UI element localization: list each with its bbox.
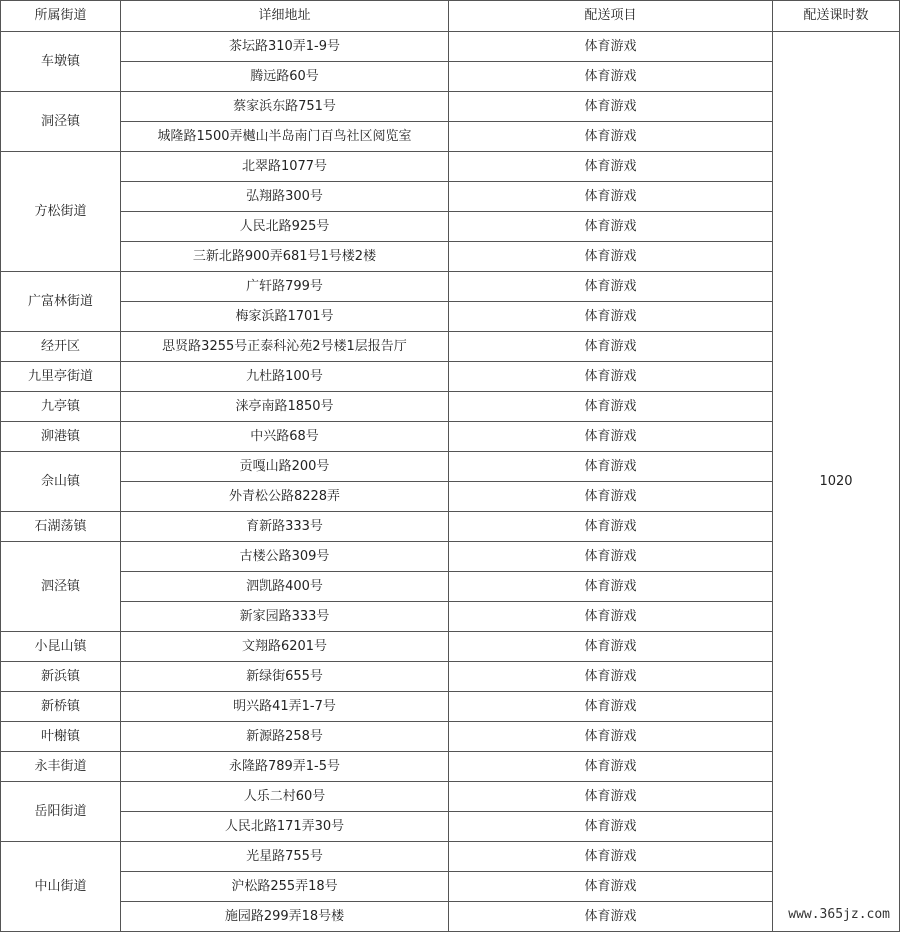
address-cell: 永隆路789弄1-5号 xyxy=(121,752,449,782)
address-cell: 新绿街655号 xyxy=(121,662,449,692)
table-row xyxy=(1,392,900,422)
table-row xyxy=(1,662,900,692)
address-cell: 人乐二村60号 xyxy=(121,782,449,812)
table-row xyxy=(1,32,900,62)
project-cell: 体育游戏 xyxy=(449,692,773,722)
table-row xyxy=(1,212,900,242)
address-cell: 新家园路333号 xyxy=(121,602,449,632)
district-cell: 车墩镇 xyxy=(1,32,121,92)
project-cell: 体育游戏 xyxy=(449,842,773,872)
district-cell: 叶榭镇 xyxy=(1,722,121,752)
header-address: 详细地址 xyxy=(121,1,449,32)
address-cell: 梅家浜路1701号 xyxy=(121,302,449,332)
table-row xyxy=(1,272,900,302)
address-cell: 外青松公路8228弄 xyxy=(121,482,449,512)
address-cell: 贡嘎山路200号 xyxy=(121,452,449,482)
table-row xyxy=(1,872,900,902)
district-cell: 新桥镇 xyxy=(1,692,121,722)
district-cell: 广富林街道 xyxy=(1,272,121,332)
address-cell: 新源路258号 xyxy=(121,722,449,752)
project-cell: 体育游戏 xyxy=(449,662,773,692)
project-cell: 体育游戏 xyxy=(449,242,773,272)
table-row xyxy=(1,452,900,482)
table-row xyxy=(1,692,900,722)
project-cell: 体育游戏 xyxy=(449,272,773,302)
table-row xyxy=(1,362,900,392)
project-cell: 体育游戏 xyxy=(449,122,773,152)
table-row xyxy=(1,242,900,272)
address-cell: 茶坛路310弄1-9号 xyxy=(121,32,449,62)
total-hours-cell: 1020 xyxy=(773,32,900,932)
project-cell: 体育游戏 xyxy=(449,632,773,662)
header-district: 所属街道 xyxy=(1,1,121,32)
address-cell: 北翠路1077号 xyxy=(121,152,449,182)
project-cell: 体育游戏 xyxy=(449,32,773,62)
project-cell: 体育游戏 xyxy=(449,62,773,92)
project-cell: 体育游戏 xyxy=(449,362,773,392)
table-row xyxy=(1,482,900,512)
address-cell: 人民北路925号 xyxy=(121,212,449,242)
district-cell: 岳阳街道 xyxy=(1,782,121,842)
header-hours: 配送课时数 xyxy=(773,1,900,32)
table-row xyxy=(1,902,900,932)
table-row xyxy=(1,512,900,542)
district-cell: 佘山镇 xyxy=(1,452,121,512)
table-row xyxy=(1,92,900,122)
project-cell: 体育游戏 xyxy=(449,602,773,632)
address-cell: 人民北路171弄30号 xyxy=(121,812,449,842)
district-cell: 中山街道 xyxy=(1,842,121,932)
project-cell: 体育游戏 xyxy=(449,902,773,932)
district-cell: 石湖荡镇 xyxy=(1,512,121,542)
table-row xyxy=(1,302,900,332)
address-cell: 古楼公路309号 xyxy=(121,542,449,572)
project-cell: 体育游戏 xyxy=(449,452,773,482)
address-cell: 明兴路41弄1-7号 xyxy=(121,692,449,722)
address-cell: 育新路333号 xyxy=(121,512,449,542)
project-cell: 体育游戏 xyxy=(449,182,773,212)
table-row xyxy=(1,572,900,602)
address-cell: 弘翔路300号 xyxy=(121,182,449,212)
table-row xyxy=(1,812,900,842)
table-row xyxy=(1,752,900,782)
district-cell: 永丰街道 xyxy=(1,752,121,782)
project-cell: 体育游戏 xyxy=(449,302,773,332)
address-cell: 腾远路60号 xyxy=(121,62,449,92)
address-cell: 沪松路255弄18号 xyxy=(121,872,449,902)
header-row xyxy=(1,1,900,32)
project-cell: 体育游戏 xyxy=(449,392,773,422)
address-cell: 中兴路68号 xyxy=(121,422,449,452)
address-cell: 涞亭南路1850号 xyxy=(121,392,449,422)
address-cell: 泗凯路400号 xyxy=(121,572,449,602)
project-cell: 体育游戏 xyxy=(449,482,773,512)
district-cell: 新浜镇 xyxy=(1,662,121,692)
address-cell: 思贤路3255号正泰科沁苑2号楼1层报告厅 xyxy=(121,332,449,362)
district-cell: 洞泾镇 xyxy=(1,92,121,152)
address-cell: 文翔路6201号 xyxy=(121,632,449,662)
address-cell: 城隆路1500弄樾山半岛南门百鸟社区阅览室 xyxy=(121,122,449,152)
project-cell: 体育游戏 xyxy=(449,332,773,362)
project-cell: 体育游戏 xyxy=(449,722,773,752)
project-cell: 体育游戏 xyxy=(449,422,773,452)
project-cell: 体育游戏 xyxy=(449,92,773,122)
table-row xyxy=(1,782,900,812)
project-cell: 体育游戏 xyxy=(449,812,773,842)
watermark: www.365jz.com xyxy=(784,906,894,923)
address-cell: 九杜路100号 xyxy=(121,362,449,392)
address-cell: 广轩路799号 xyxy=(121,272,449,302)
table-row xyxy=(1,602,900,632)
table-body xyxy=(1,32,900,932)
project-cell: 体育游戏 xyxy=(449,512,773,542)
table-row xyxy=(1,632,900,662)
address-cell: 三新北路900弄681号1号楼2楼 xyxy=(121,242,449,272)
project-cell: 体育游戏 xyxy=(449,752,773,782)
project-cell: 体育游戏 xyxy=(449,872,773,902)
table-row xyxy=(1,122,900,152)
table-row xyxy=(1,842,900,872)
table-row xyxy=(1,152,900,182)
district-cell: 九里亭街道 xyxy=(1,362,121,392)
table-row xyxy=(1,182,900,212)
address-cell: 光星路755号 xyxy=(121,842,449,872)
table-row xyxy=(1,422,900,452)
address-cell: 施园路299弄18号楼 xyxy=(121,902,449,932)
district-cell: 九亭镇 xyxy=(1,392,121,422)
district-cell: 方松街道 xyxy=(1,152,121,272)
district-cell: 小昆山镇 xyxy=(1,632,121,662)
project-cell: 体育游戏 xyxy=(449,542,773,572)
project-cell: 体育游戏 xyxy=(449,572,773,602)
header-project: 配送项目 xyxy=(449,1,773,32)
project-cell: 体育游戏 xyxy=(449,152,773,182)
district-cell: 泖港镇 xyxy=(1,422,121,452)
project-cell: 体育游戏 xyxy=(449,782,773,812)
district-cell: 经开区 xyxy=(1,332,121,362)
address-cell: 蔡家浜东路751号 xyxy=(121,92,449,122)
project-cell: 体育游戏 xyxy=(449,212,773,242)
district-cell: 泗泾镇 xyxy=(1,542,121,632)
table-row xyxy=(1,62,900,92)
table-row xyxy=(1,332,900,362)
table-row xyxy=(1,542,900,572)
table-row xyxy=(1,722,900,752)
